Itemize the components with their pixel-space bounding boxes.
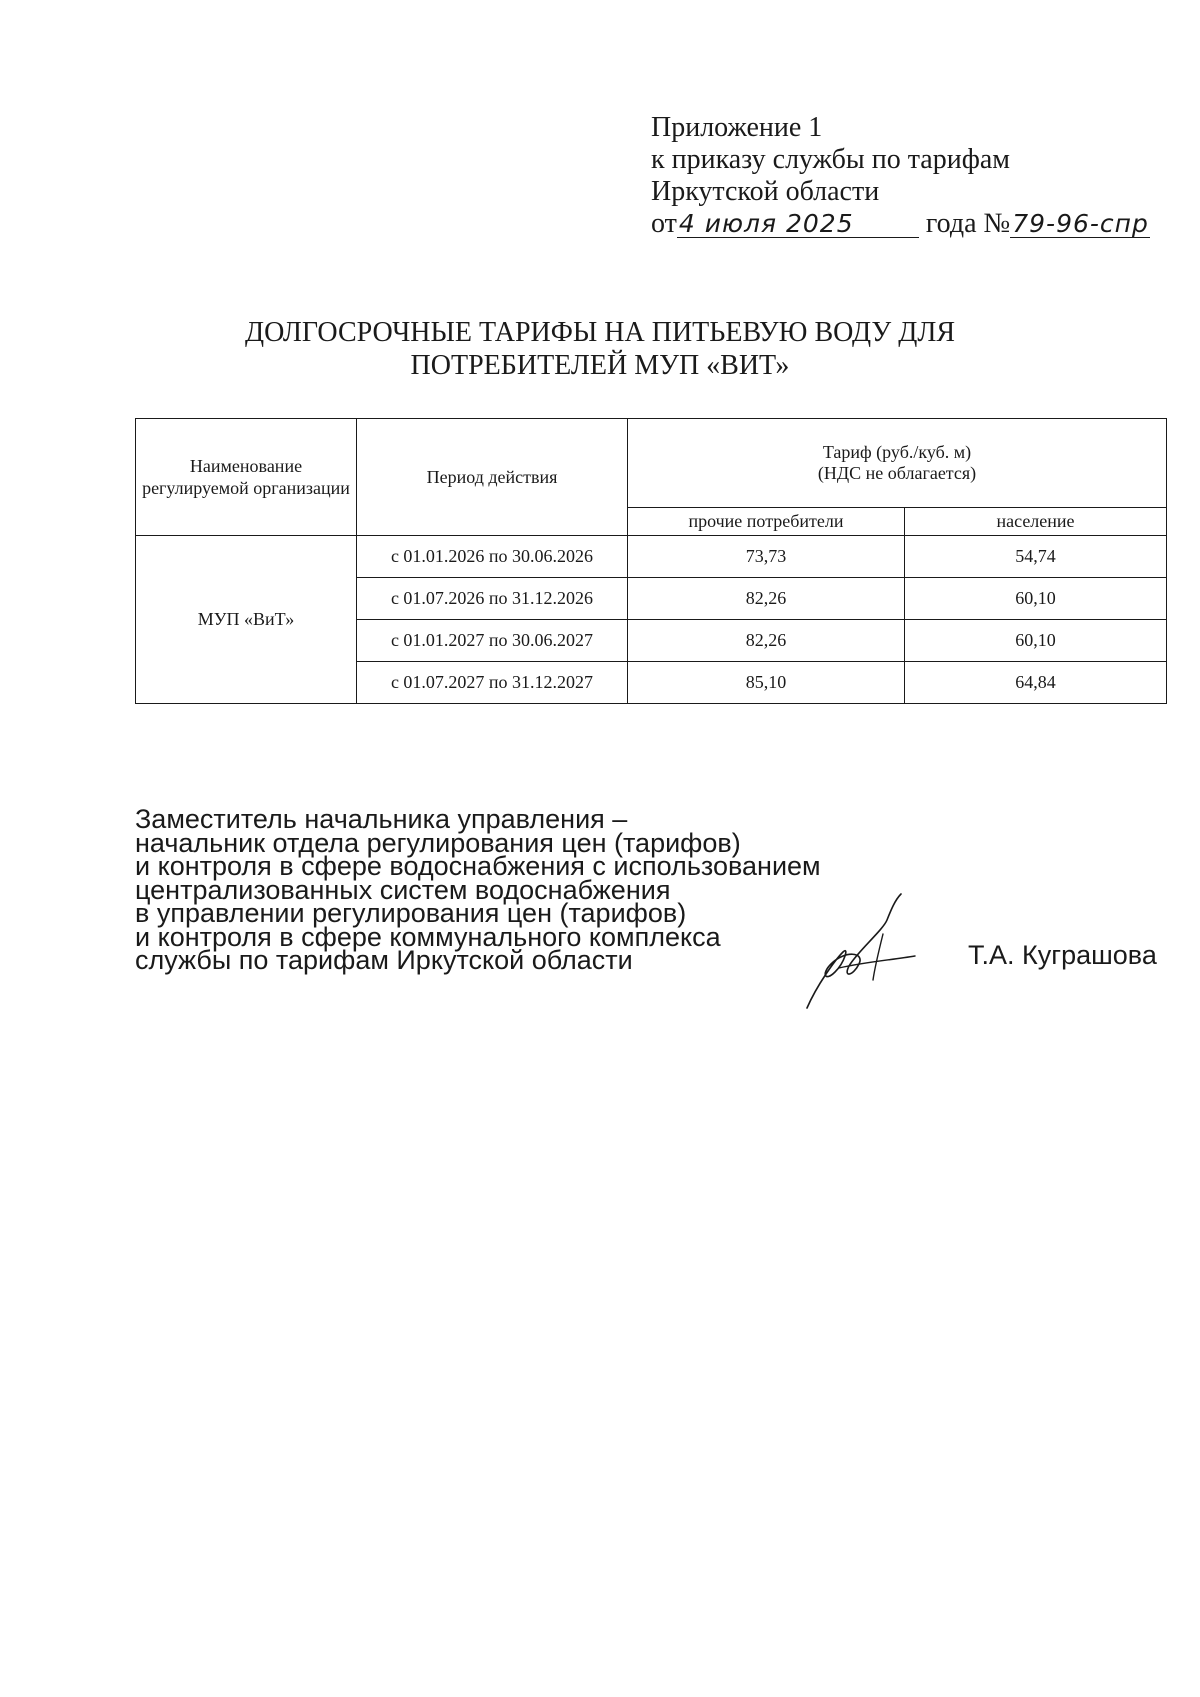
table-header-row — [136, 419, 1167, 508]
appendix-region: Иркутской области — [651, 176, 880, 207]
signer-position — [135, 804, 821, 975]
year-number-label: года № — [925, 208, 1011, 239]
title-line-2: ПОТРЕБИТЕЛЕЙ МУП «ВИТ» — [410, 350, 790, 381]
handwritten-date: 4 июля 2025 — [677, 211, 919, 238]
appendix-date-line — [651, 208, 1150, 240]
signer-line: службы по тарифам Иркутской области — [135, 945, 633, 975]
population-tariff-cell: 64,84 — [905, 662, 1167, 704]
header-other-consumers: прочие потребители — [628, 508, 905, 536]
population-tariff-cell: 60,10 — [905, 620, 1167, 662]
period-cell: с 01.01.2026 по 30.06.2026 — [357, 536, 628, 578]
signer-name: Т.А. Кугрaшова — [968, 940, 1157, 970]
signer-line: Заместитель начальника управления – — [135, 804, 628, 834]
population-tariff-cell: 60,10 — [905, 578, 1167, 620]
signer-line: и контроля в сфере коммунального комплекса — [135, 921, 721, 952]
header-organization: Наименование регулируемой организации — [136, 419, 357, 536]
period-cell: с 01.07.2027 по 31.12.2027 — [357, 662, 628, 704]
other-tariff-cell: 73,73 — [628, 536, 905, 578]
signer-line: в управлении регулирования цен (тарифов) — [135, 898, 687, 928]
header-tariff-vat: (НДС не облагается) — [817, 463, 977, 483]
signer-line: начальник отдела регулирования цен (тарифов) — [135, 827, 741, 858]
from-label: от — [651, 208, 677, 239]
period-cell: с 01.01.2027 по 30.06.2027 — [357, 620, 628, 662]
period-cell: с 01.07.2026 по 31.12.2026 — [357, 578, 628, 620]
other-tariff-cell: 82,26 — [628, 578, 905, 620]
header-tariff — [628, 419, 1167, 508]
handwritten-order-number: 79-96-спр — [1012, 209, 1149, 238]
handwritten-signature — [795, 890, 925, 1015]
other-tariff-cell: 82,26 — [628, 620, 905, 662]
appendix-order-ref: к приказу службы по тарифам — [651, 144, 1010, 175]
header-period: Период действия — [357, 419, 628, 536]
table-row — [136, 536, 1167, 578]
signer-line: централизованных систем водоснабжения — [135, 874, 671, 905]
header-population: население — [905, 508, 1167, 536]
signer-line: и контроля в сфере водоснабжения с использованием — [135, 851, 821, 881]
population-tariff-cell: 54,74 — [905, 536, 1167, 578]
tariff-table — [135, 418, 1167, 704]
document-title — [180, 316, 1020, 382]
other-tariff-cell: 85,10 — [628, 662, 905, 704]
appendix-header — [651, 112, 1150, 240]
org-name-cell: МУП «ВиТ» — [136, 536, 357, 704]
title-line-1: ДОЛГОСРОЧНЫЕ ТАРИФЫ НА ПИТЬЕВУЮ ВОДУ ДЛЯ — [245, 317, 955, 348]
header-tariff-unit: Тариф (руб./куб. м) — [822, 442, 972, 462]
appendix-title: Приложение 1 — [651, 112, 823, 143]
